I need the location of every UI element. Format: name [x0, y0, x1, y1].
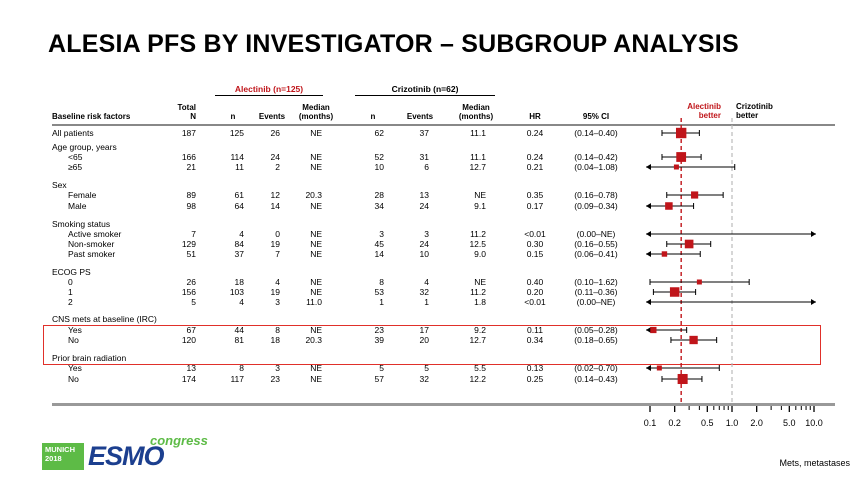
cell-a-n: 44 [234, 325, 244, 335]
col-header-total: Total N [177, 103, 196, 121]
cell-a-n: 61 [234, 190, 244, 200]
subgroup-label: 0 [68, 277, 73, 287]
cell-a-events: 14 [270, 201, 280, 211]
col-header-alectinib-events: Events [258, 112, 286, 121]
x-tick-label: 0.1 [643, 418, 657, 428]
cell-a-n: 125 [229, 128, 244, 138]
subgroup-label: ≥65 [68, 162, 83, 172]
cell-ci-text: (0.10–1.62) [574, 277, 618, 287]
hr-marker [685, 240, 694, 249]
congress-label: congress [150, 433, 208, 448]
cell-a-median: NE [310, 229, 322, 239]
cell-a-n: 4 [239, 229, 244, 239]
cell-a-events: 18 [270, 335, 280, 345]
cell-a-n: 117 [230, 374, 244, 384]
cell-c-median: 1.8 [474, 297, 486, 307]
cell-c-n: 1 [379, 297, 384, 307]
subgroup-label: 1 [68, 287, 73, 297]
cell-c-n: 57 [374, 374, 384, 384]
subgroup-header: CNS mets at baseline (IRC) [52, 314, 157, 324]
x-tick-label: 5.0 [783, 418, 796, 428]
hr-marker [662, 251, 667, 256]
cell-hr-text: 0.24 [526, 128, 544, 138]
cell-ci-text: (0.00–NE) [576, 297, 616, 307]
cell-c-median: 12.7 [469, 162, 486, 172]
ci-arrow-left [646, 203, 651, 209]
cell-a-events: 19 [270, 287, 280, 297]
subgroup-label: Yes [68, 363, 82, 373]
cell-total: 5 [191, 297, 196, 307]
cell-a-events: 3 [275, 297, 280, 307]
col-header-risk: Baseline risk factors [52, 112, 131, 121]
hr-marker [676, 152, 686, 162]
cell-c-n: 5 [379, 363, 384, 373]
subgroup-header: Age group, years [52, 142, 117, 152]
subgroup-label: All patients [52, 128, 94, 138]
cell-a-events: 24 [270, 152, 280, 162]
subgroup-label: Past smoker [68, 249, 116, 259]
cell-hr-text: 0.34 [526, 335, 544, 345]
hr-marker [650, 327, 656, 333]
cell-total: 156 [181, 287, 196, 297]
cell-a-events: 2 [275, 162, 280, 172]
hr-marker [691, 191, 698, 198]
cell-c-median: 5.5 [474, 363, 486, 373]
ci-arrow-left [646, 164, 651, 170]
cell-c-n: 53 [374, 287, 384, 297]
cell-hr-text: 0.20 [526, 287, 544, 297]
cell-c-median: 9.0 [474, 249, 486, 259]
cell-ci-text: (0.09–0.34) [574, 201, 618, 211]
subgroup-label: Yes [68, 325, 82, 335]
cell-ci-text: (0.06–0.41) [574, 249, 618, 259]
munich-2018-badge: MUNICH 2018 [42, 443, 84, 470]
cell-a-events: 26 [270, 128, 280, 138]
cell-a-n: 103 [229, 287, 244, 297]
cell-ci-text: (0.04–1.08) [574, 162, 618, 172]
subgroup-label: 2 [68, 297, 73, 307]
cell-a-median: NE [310, 152, 322, 162]
cell-a-median: NE [310, 287, 322, 297]
col-header-crizotinib-events: Events [406, 112, 434, 121]
cell-a-n: 11 [235, 162, 244, 172]
cell-a-events: 12 [270, 190, 280, 200]
cell-c-n: 10 [374, 162, 384, 172]
cell-hr-text: 0.24 [526, 152, 544, 162]
cell-hr-text: 0.15 [526, 249, 544, 259]
footnote: Mets, metastases [779, 458, 850, 468]
cell-c-events: 32 [419, 374, 429, 384]
cell-total: 13 [186, 363, 196, 373]
cell-c-events: 37 [419, 128, 429, 138]
cell-c-median: 12.7 [469, 335, 486, 345]
cell-a-median: 11.0 [306, 297, 322, 307]
col-header-crizotinib-median: Median (months) [458, 103, 494, 121]
subgroup-label: Active smoker [68, 229, 122, 239]
hr-marker [674, 165, 679, 170]
cell-c-median: 9.1 [474, 201, 486, 211]
cell-c-n: 28 [374, 190, 384, 200]
cell-hr-text: 0.17 [526, 201, 544, 211]
cell-c-n: 23 [374, 325, 384, 335]
x-tick-label: 2.0 [750, 418, 763, 428]
hr-marker [665, 202, 673, 210]
hr-marker [678, 374, 688, 384]
cell-c-median: 9.2 [474, 325, 486, 335]
cell-hr-text: 0.11 [527, 325, 543, 335]
ci-arrow-left [646, 365, 651, 371]
cell-c-n: 34 [374, 201, 384, 211]
cell-c-events: 6 [424, 162, 429, 172]
cell-a-median: NE [310, 162, 322, 172]
cell-a-events: 7 [275, 249, 280, 259]
ci-arrow-left [646, 231, 651, 237]
cell-c-events: 4 [424, 277, 429, 287]
col-header-alectinib-median: Median (months) [298, 103, 334, 121]
cell-ci-text: (0.16–0.55) [574, 239, 618, 249]
cell-c-median: 11.2 [470, 287, 486, 297]
cell-total: 98 [186, 201, 196, 211]
subgroup-label: <65 [68, 152, 83, 162]
cell-a-n: 18 [234, 277, 244, 287]
hr-marker [676, 128, 686, 138]
hr-marker [670, 287, 679, 296]
cell-a-median: NE [310, 201, 322, 211]
cell-c-median: NE [474, 277, 486, 287]
cell-total: 67 [186, 325, 196, 335]
cell-c-events: 32 [419, 287, 429, 297]
cell-ci-text: (0.16–0.78) [574, 190, 618, 200]
cell-a-events: 3 [275, 363, 280, 373]
cell-hr-text: 0.40 [526, 277, 544, 287]
cell-hr-text: 0.30 [526, 239, 544, 249]
cell-c-events: 10 [419, 249, 429, 259]
forest-header-alectinib-better: Alectinib better [687, 102, 721, 120]
cell-a-events: 23 [270, 374, 280, 384]
cell-c-events: 24 [419, 239, 429, 249]
cell-c-events: 31 [419, 152, 429, 162]
cell-a-median: 20.3 [305, 335, 322, 345]
x-tick-label: 10.0 [805, 418, 823, 428]
cell-hr-text: <0.01 [524, 229, 546, 239]
cell-total: 120 [181, 335, 196, 345]
cell-total: 166 [181, 152, 196, 162]
subgroup-header: Prior brain radiation [52, 353, 127, 363]
cell-a-n: 37 [234, 249, 244, 259]
ci-arrow-right [811, 231, 816, 237]
cell-c-median: NE [474, 190, 486, 200]
cell-total: 21 [186, 162, 196, 172]
subgroup-label: Female [68, 190, 97, 200]
ci-arrow-left [646, 299, 651, 305]
cell-a-n: 4 [239, 297, 244, 307]
cell-ci-text: (0.02–0.70) [574, 363, 618, 373]
cell-total: 51 [186, 249, 196, 259]
cell-ci-text: (0.14–0.43) [574, 374, 618, 384]
cell-total: 89 [186, 190, 196, 200]
col-header-ci: 95% CI [582, 112, 610, 121]
cell-c-events: 17 [419, 325, 429, 335]
cell-total: 174 [181, 374, 196, 384]
cell-a-median: NE [310, 277, 322, 287]
cell-c-n: 8 [379, 277, 384, 287]
cell-a-n: 81 [234, 335, 244, 345]
cell-total: 7 [191, 229, 196, 239]
cell-a-n: 64 [234, 201, 244, 211]
cell-total: 26 [186, 277, 196, 287]
cell-a-median: NE [310, 374, 322, 384]
cell-c-median: 11.1 [470, 128, 486, 138]
cell-a-median: NE [310, 239, 322, 249]
cell-c-events: 13 [419, 190, 429, 200]
cell-a-median: NE [310, 363, 322, 373]
cell-hr-text: 0.25 [526, 374, 544, 384]
cell-a-median: NE [310, 128, 322, 138]
cell-ci-text: (0.05–0.28) [574, 325, 618, 335]
cell-a-n: 8 [239, 363, 244, 373]
cell-c-median: 12.5 [469, 239, 486, 249]
cell-a-n: 114 [230, 152, 244, 162]
esmo-logo: ESMO [88, 441, 164, 471]
subgroup-label: Male [68, 201, 87, 211]
subgroup-header: Smoking status [52, 219, 111, 229]
cell-hr-text: 0.13 [526, 363, 544, 373]
cell-ci-text: (0.18–0.65) [574, 335, 618, 345]
cell-a-events: 19 [270, 239, 280, 249]
cell-a-median: NE [310, 249, 322, 259]
hr-marker [657, 366, 662, 371]
cell-ci-text: (0.14–0.42) [574, 152, 618, 162]
x-tick-label: 0.2 [668, 418, 681, 428]
x-tick-label: 1.0 [725, 418, 739, 428]
cell-a-median: 20.3 [305, 190, 322, 200]
x-tick-label: 0.5 [701, 418, 714, 428]
cell-hr-text: <0.01 [524, 297, 546, 307]
cell-c-n: 62 [374, 128, 384, 138]
cell-c-n: 45 [374, 239, 384, 249]
cell-ci-text: (0.14–0.40) [574, 128, 618, 138]
cell-c-events: 3 [424, 229, 429, 239]
col-header-alectinib-n: n [230, 112, 236, 121]
cell-total: 187 [181, 128, 196, 138]
ci-arrow-left [646, 327, 651, 333]
cell-a-events: 4 [275, 277, 280, 287]
hr-marker [689, 336, 697, 344]
ci-arrow-right [811, 299, 816, 305]
forest-header-crizotinib-better: Crizotinib better [736, 102, 773, 120]
cell-c-n: 52 [374, 152, 384, 162]
col-header-hr: HR [529, 112, 541, 121]
cell-ci-text: (0.11–0.36) [574, 287, 618, 297]
cell-c-events: 5 [424, 363, 429, 373]
cell-c-events: 20 [419, 335, 429, 345]
cell-c-median: 11.1 [470, 152, 486, 162]
ci-arrow-left [646, 251, 651, 257]
subgroup-label: No [68, 335, 79, 345]
cell-a-events: 0 [275, 229, 280, 239]
alectinib-group-label: Alectinib (n=125) [234, 84, 304, 94]
hr-marker [697, 280, 702, 285]
crizotinib-group-label: Crizotinib (n=62) [391, 84, 459, 94]
subgroup-header: ECOG PS [52, 267, 91, 277]
cell-c-n: 14 [374, 249, 384, 259]
subgroup-header: Sex [52, 180, 67, 190]
cell-c-median: 11.2 [470, 229, 486, 239]
cell-c-n: 3 [379, 229, 384, 239]
col-header-crizotinib-n: n [370, 112, 376, 121]
cell-hr-text: 0.21 [526, 162, 544, 172]
subgroup-label: No [68, 374, 79, 384]
cell-c-events: 24 [419, 201, 429, 211]
cell-hr-text: 0.35 [526, 190, 544, 200]
cell-c-n: 39 [374, 335, 384, 345]
subgroup-label: Non-smoker [68, 239, 115, 249]
page-title: ALESIA PFS BY INVESTIGATOR – SUBGROUP ANALYSIS [48, 30, 739, 58]
cell-a-median: NE [310, 325, 322, 335]
cell-ci-text: (0.00–NE) [576, 229, 616, 239]
cell-a-events: 8 [275, 325, 280, 335]
cell-c-median: 12.2 [469, 374, 486, 384]
cell-c-events: 1 [424, 297, 429, 307]
cell-a-n: 84 [234, 239, 244, 249]
cell-total: 129 [181, 239, 196, 249]
